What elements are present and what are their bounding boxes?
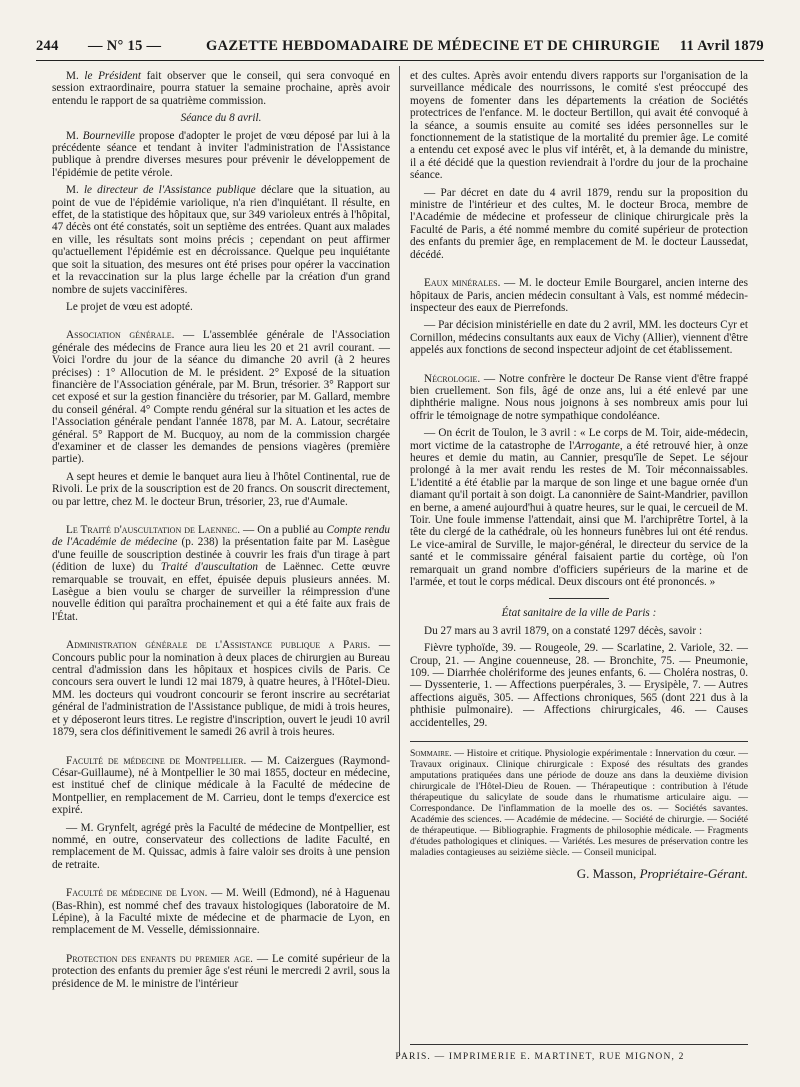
etat-list: Fièvre typhoïde, 39. — Rougeole, 29. — Scarlatine, 2. Variole, 32. — Croup, 21. — Angine couenneuse, 28. — Bronchite, 75. — Pneumonie, 109. — Diarrhée cholériforme des jeunes enfants, 6. — Choléra nostras, 0. — Dyssenterie, 1. — Affections puerpérales, 3. — Erysipèle, 7. — Autres affections aiguës, 305. — Affections chroniques, 565 (dont 221 dus à la phthisie pulmonaire). — Affections chirurgicales, 46. — Causes accidentelles, 29. [410,642,748,729]
news-montpellier: Faculté de médecine de Montpellier. — M. Caizergues (Raymond-César-Guillaume), né à Montpellier le 30 mai 1855, docteur en médecine, est institué chef de clinique médicale à la Faculté de médecine de Montpellier, en remplacement de M. Carrieu, dont le temps d'exercice est expiré. [52,754,390,817]
paragraph: et des cultes. Après avoir entendu divers rapports sur l'organisation de la surveillance médicale des nourrissons, le comité s'est préoccupé des moyens de fomenter dans les départements la création de Sociétés protectrices de l'enfance. M. le docteur Bertillon, qui avait été convoqué à la séance, a soumis ensuite au comité ses idées personnelles sur le fonctionnement de la statistique de la mortalité du premier âge. Le comité a entendu cet exposé avec le plus vif intérêt, et, à la demande du ministre, il a été décidé que la question reviendrait à l'ordre du jour de la prochaine séance. [410,70,748,182]
sommaire: Sommaire. — Histoire et critique. Physiologie expérimentale : Innervation du cœur. — Travaux originaux. Clinique chirurgicale : Exposé des résultats des grandes amputations pratiquées dans une période de douze ans dans la deuxième division chirurgicale de l'Hôtel-Dieu de Rouen. — Thérapeutique : contribution à l'étude thérapeutique du salicylate de soude dans le rhumatisme articulaire aigu. — Correspondance. De l'inflammation de la moelle des os. — Sociétés savantes. Académie des sciences. — Académie de médecine. — Société de chirurgie. — Société de thérapeutique. — Bibliographie. Fragments de philosophie médicale. — Fragments d'études pathologiques et cliniques. — Variétés. Les mesures de préservation contre les maladies contagieuses au seizième siècle. — Conseil municipal. [410,741,748,858]
news-eaux: Eaux minérales. — M. le docteur Emile Bourgarel, ancien interne des hôpitaux de Paris, ancien médecin consultant à Vals, est nommé médecin-inspecteur des eaux de Pierrefonds. [410,277,748,314]
page-header [36,38,764,58]
column-divider [399,66,400,1056]
paragraph: A sept heures et demie le banquet aura lieu à l'hôtel Continental, rue de Rivoli. Le prix de la souscription est de 20 francs. On souscrit directement, ou par lettre, chez M. le docteur Brun, trésorier, 23, rue d'Aumale. [52,470,390,508]
owner-signature: G. Masson, Propriétaire-Gérant. [576,866,748,882]
paragraph: M. le Président fait observer que le conseil, qui sera convoqué en session extraordinaire, pourra statuer la semaine prochaine, après avoir entendu le rapport de sa quatrième commission. [52,70,391,107]
seance-heading: Séance du 8 avril. [180,112,262,125]
journal-title: GAZETTE HEBDOMADAIRE DE MÉDECINE ET DE CHIRURGIE [206,38,661,54]
news-lyon: Faculté de médecine de Lyon. — M. Weill (Edmond), né à Haguenau (Bas-Rhin), est nommé chef des travaux histologiques (laboratoire de M. Lépine), à la Faculté mixte de médecine et de pharmacie de Lyon, en remplacement de M. Vesselle, démissionnaire. [52,887,391,937]
news-association: Association générale. — L'assemblée générale de l'Association générale des médecins de France aura lieu les 20 et 21 avril courant. — Voici l'ordre du jour de la séance du dimanche 20 avril (à 2 heures précises) : 1° Allocution de M. le président. 2° Exposé de la situation financière de l'Association générale, par M. Brun, trésorier. 3° Rapport sur cet exposé et sur la gestion financière du trésorier, par M. Gallard, membre du conseil général. 4° Compte rendu général sur la situation et les actes de l'Association générale pendant l'année 1878, par M. A. Latour, secrétaire général. 5° Rapport de M. Bucquoy, au nom de la commission chargée d'examiner et de classer les demandes de pensions viagères (première partie). [52,329,391,466]
header-rule [36,60,764,61]
paragraph: M. Bourneville propose d'adopter le projet de vœu déposé par lui à la précédente séance et tendant à inviter l'administration de l'Assistance publique à prendre diverses mesures pour prévenir le développement de l'épidémie de petite vérole. [52,129,391,179]
issue-number: — N° 15 — [88,38,162,54]
etat-intro: Du 27 mars au 3 avril 1879, on a constaté 1297 décès, savoir : [424,624,703,637]
news-traite: Le Traité d'auscultation de Laennec. — On a publié au Compte rendu de l'Académie de médecine (p. 238) la présentation faite par M. Lasègue d'une feuille de souscription destinée à couvrir les frais d'un tirage à part (édition de luxe) du Traité d'auscultation de Laënnec. Cette œuvre remarquable se trouvait, en effet, épuisée depuis plusieurs années. M. Lasègue a bien voulu se charger de surveiller la réimpression d'une nouvelle édition qui paraîtra prochainement et qui a été faite aux frais de l'État. [52,524,391,623]
paragraph: — On écrit de Toulon, le 3 avril : « Le corps de M. Toir, aide-médecin, mort victime de la catastrophe de l'Arrogante, a été retrouvé hier, à onze heures et demie du matin, au Cannier, presqu'île de Sepet. Le séjour prolongé à la mer avait rendu les restes de M. Toir méconnaissables. L'identité a été établie par la marque de son linge et une bague ornée d'un diamant qu'il portait à son doigt. La canonnière de Saint-Mandrier, pavillon en berne, a amené aujourd'hui à quatre heures, sur le quai, le cercueil de M. Toir. Une foule immense l'attendait, ainsi que M. l'archiprêtre Tortel, à la tête du clergé de la cathédrale, où les honneurs funèbres lui ont été rendus. Le vice-amiral de Surville, le major-général, le directeur du service de la santé et le commissaire général faisaient partie du cortège, où l'on remarquait un grand nombre d'officiers supérieurs de la marine et de l'armée, et tout le corps médical. Deux discours ont été prononcés. » [410,427,749,589]
issue-date: 11 Avril 1879 [679,38,764,54]
paragraph: M. le directeur de l'Assistance publique déclare que la situation, au point de vue de l'épidémie variolique, n'a rien d'inquiétant. Il résulte, en effet, de la statistique des hôpitaux que, sur 349 varioleux entrés à l'hôpital, 47 décès ont été constatés, soit un septième des entrées. Quant aux malades en ville, les résultats sont moins précis ; cependant on peut affirmer qu'actuellement l'épidémie est en décroissance. Quelque peu inquiétante que soit la situation, des mesures ont été prises pour opérer la vaccination et la revaccination sur la plus large échelle par la création d'un grand nombre de sujets vaccinifères. [52,184,391,296]
paragraph: — M. Grynfelt, agrégé près la Faculté de médecine de Montpellier, est nommé, en outre, conservateur des collections de ladite Faculté, en remplacement de M. Quissac, admis à faire valoir ses droits à une pension de retraite. [52,821,390,871]
etat-title: État sanitaire de la ville de Paris : [501,607,657,620]
page-number: 244 [36,38,59,54]
news-protection: Protection des enfants du premier age. — Le comité supérieur de la protection des enfants du premier âge s'est réuni le mercredi 2 avril, sous la présidence de M. le ministre de l'intérieur [52,952,390,990]
paragraph: — Par décision ministérielle en date du 2 avril, MM. les docteurs Cyr et Cornillon, médecins consultants aux eaux de Vichy (Allier), viennent d'être appelés aux fonctions de second inspecteur adjoint de cet établissement. [410,319,748,357]
left-column [52,70,390,995]
footer-rule [410,1044,748,1045]
paragraph: — Par décret en date du 4 avril 1879, rendu sur la proposition du ministre de l'intérieur et des cultes, M. le docteur Broca, membre de l'Académie de médecine et professeur de clinique chirurgicale près la Faculté de Paris, a été nommé membre du comité supérieur de protection des enfants du premier âge, en remplacement de M. le docteur Laussedat, décédé. [410,186,748,261]
printer-line: PARIS. — IMPRIMERIE E. MARTINET, RUE MIGNON, 2 [395,1052,685,1062]
section-rule [549,598,609,599]
paragraph: Le projet de vœu est adopté. [66,300,193,313]
right-column [410,70,748,881]
news-administration: Administration générale de l'Assistance publique a Paris. — Concours public pour la nomination à deux places de chirurgien au Bureau central d'admission dans les hôpitaux et hospices civils de Paris. Ce concours sera ouvert le lundi 12 mai 1879, à quatre heures, à l'Hôtel-Dieu. MM. les docteurs qui voudront concourir se feront inscrire au secrétariat général de l'administration de l'Assistance publique, de midi à trois heures, et y déposeront leurs titres. Le registre d'inscription, ouvert le jeudi 10 avril 1879, sera clos définitivement le samedi 26 avril à trois heures. [52,639,390,739]
news-necrologie: Nécrologie. — Notre confrère le docteur De Ranse vient d'être frappé bien cruellement. Son fils, âgé de onze ans, lui a été enlevé par une diphthérie maligne. Nous nous joignons à ses nombreux amis pour lui offrir le témoignage de notre sympathique condoléance. [410,372,748,422]
